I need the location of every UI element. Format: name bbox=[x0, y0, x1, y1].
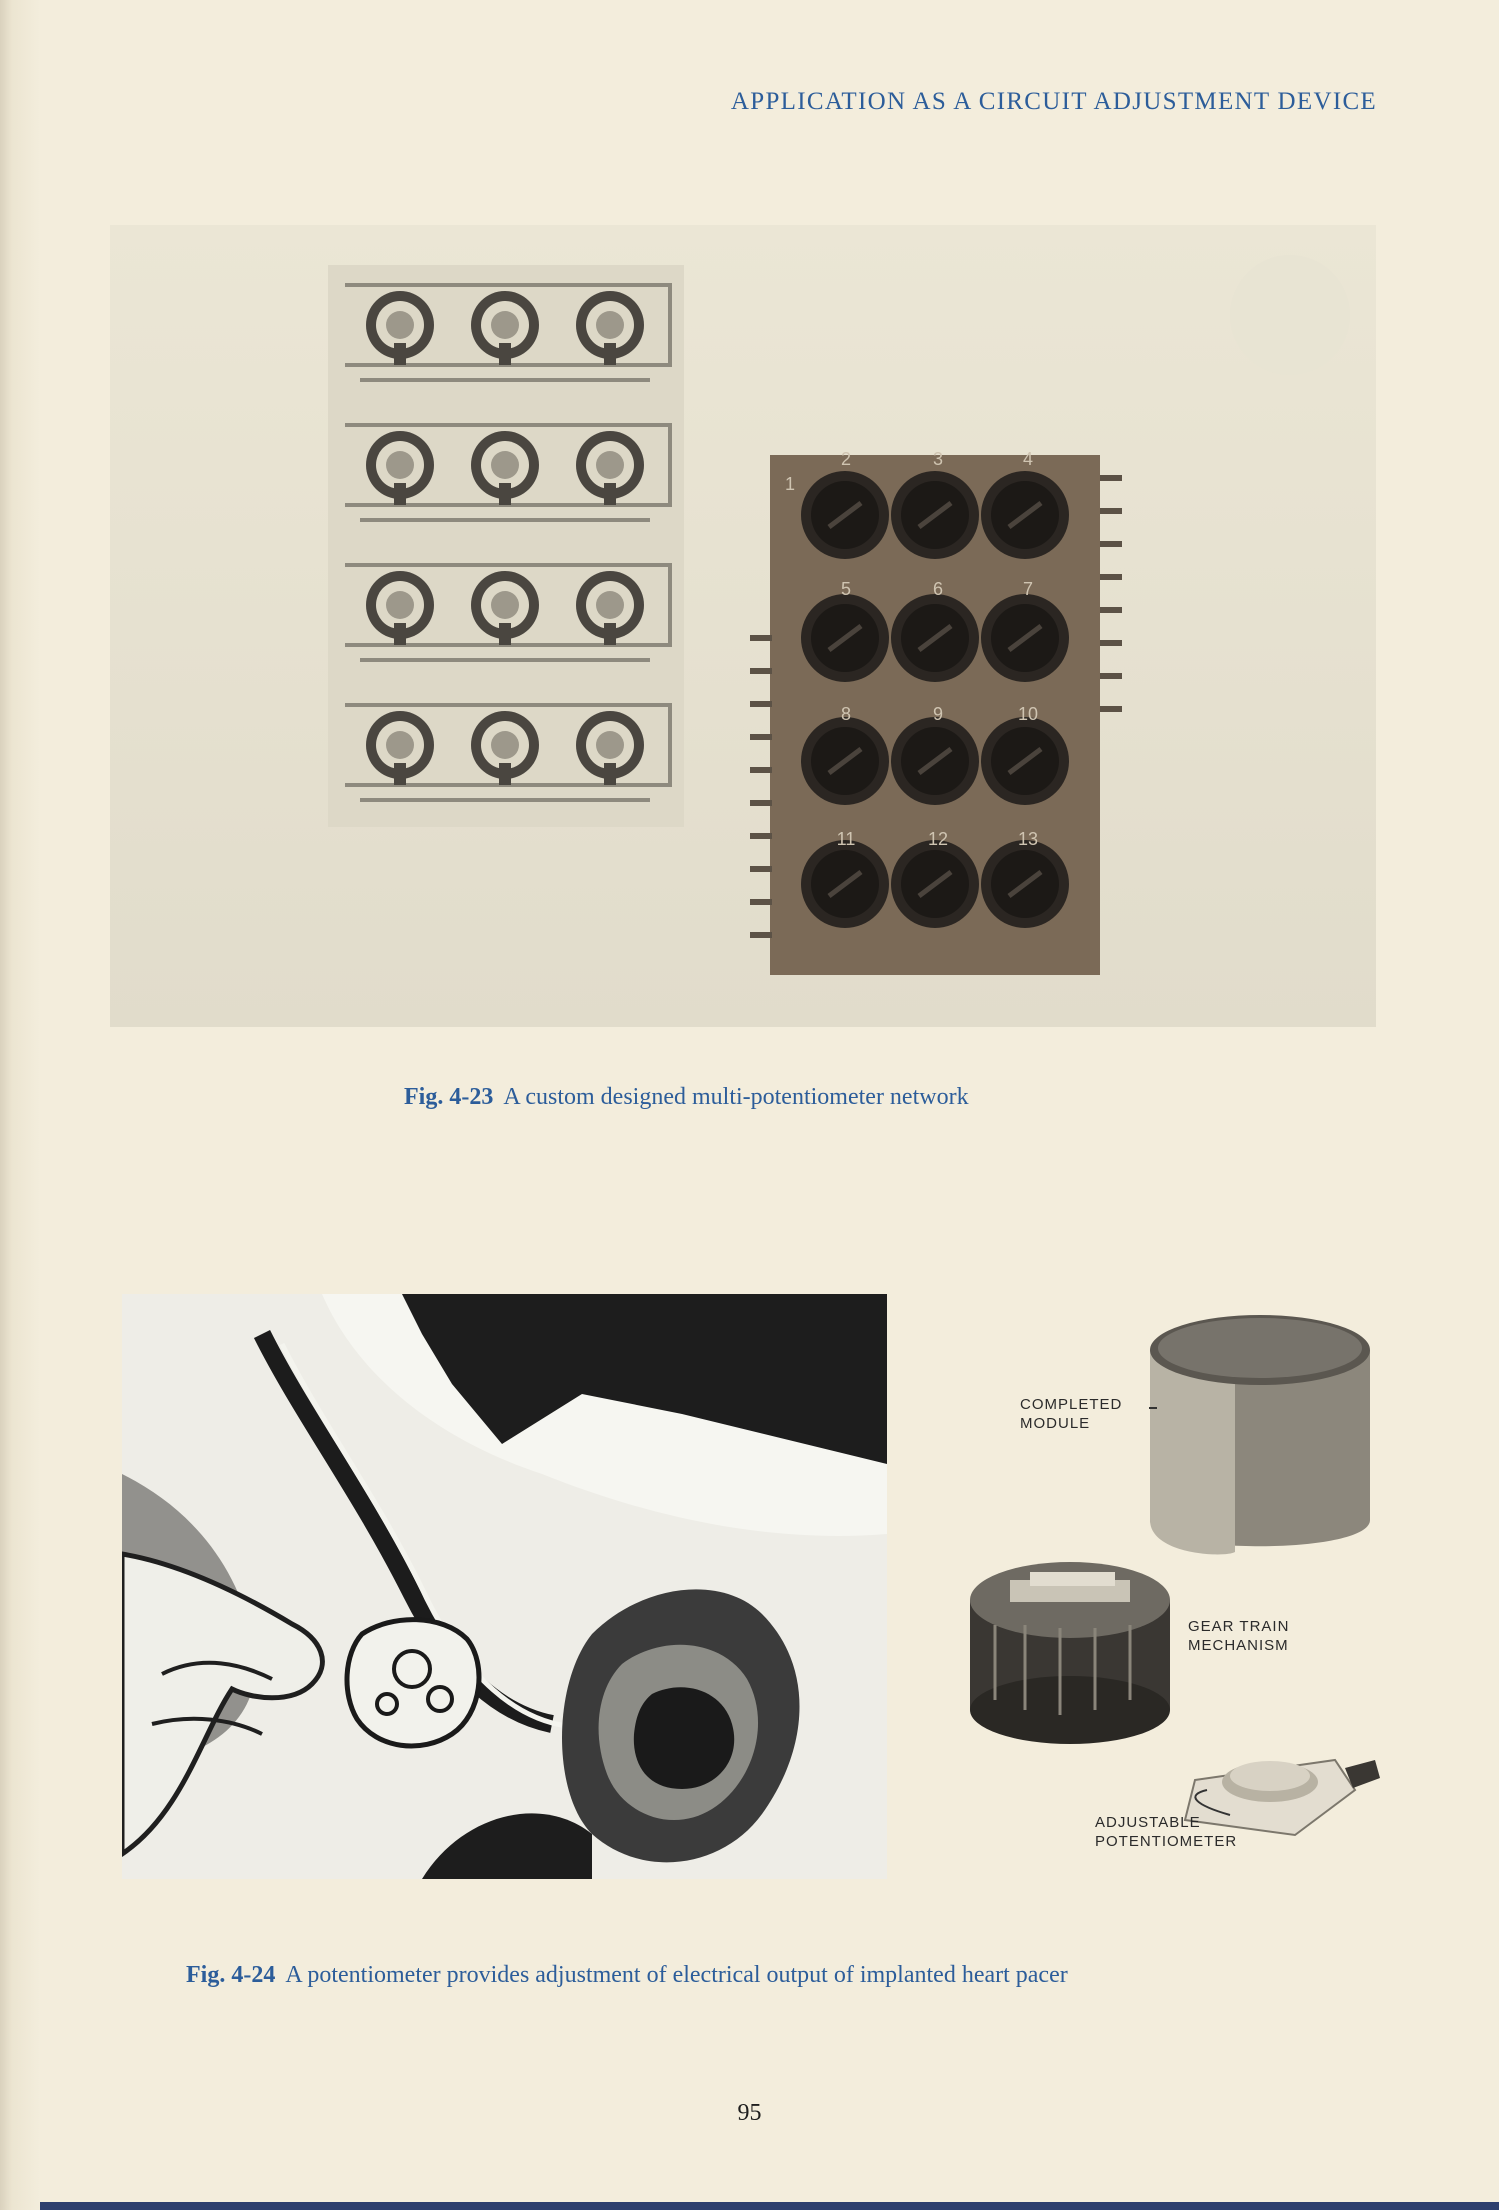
board-pin bbox=[750, 899, 772, 905]
trimmer-knob bbox=[981, 717, 1069, 805]
board-pin bbox=[750, 932, 772, 938]
page-number: 95 bbox=[737, 2100, 762, 2126]
running-head: APPLICATION AS A CIRCUIT ADJUSTMENT DEVICE bbox=[730, 88, 1377, 115]
board-pot-number: 4 bbox=[1022, 449, 1034, 469]
figure-4-23-caption-text: A custom designed multi-potentiometer network bbox=[503, 1084, 969, 1110]
board-pin bbox=[1100, 574, 1122, 580]
figure-4-23-number: Fig. 4-23 bbox=[404, 1084, 494, 1110]
board-pot-number: 9 bbox=[932, 704, 944, 724]
board-pot-number: 3 bbox=[932, 449, 944, 469]
gear-train-label-line-1: GEAR TRAIN bbox=[1188, 1618, 1290, 1635]
adjustable-potentiometer-label bbox=[1095, 1813, 1255, 1851]
adjustable-potentiometer-label-line-1: ADJUSTABLE bbox=[1095, 1814, 1201, 1831]
figure-4-23-photo bbox=[110, 225, 1376, 1027]
figure-4-23-caption bbox=[404, 1084, 969, 1111]
trimmer-knob bbox=[891, 717, 979, 805]
board-pin bbox=[750, 635, 772, 641]
board-pin bbox=[1100, 640, 1122, 646]
figure-4-24-parts bbox=[935, 1290, 1405, 1890]
trimmer-knob bbox=[801, 717, 889, 805]
board-pin bbox=[1100, 541, 1122, 547]
board-pin bbox=[750, 866, 772, 872]
multi-potentiometer-network-image bbox=[110, 225, 1376, 1027]
board-pot-number: 13 bbox=[1017, 829, 1039, 849]
trimmer-knob bbox=[981, 840, 1069, 928]
board-pot-number: 2 bbox=[840, 449, 852, 469]
etched-circuit-plate bbox=[328, 265, 684, 827]
adjustable-potentiometer-label-line-2: POTENTIOMETER bbox=[1095, 1833, 1238, 1850]
board-pin bbox=[750, 734, 772, 740]
board-pin bbox=[750, 668, 772, 674]
trimmer-knob bbox=[801, 594, 889, 682]
trimmer-knob bbox=[981, 471, 1069, 559]
implanted-heart-pacer-illustration bbox=[122, 1294, 887, 1879]
trimmer-knob bbox=[801, 840, 889, 928]
assembled-potentiometer-board bbox=[750, 449, 1122, 975]
board-pot-number: 10 bbox=[1017, 704, 1039, 724]
page-bottom-edge bbox=[40, 2202, 1499, 2210]
board-pot-number: 12 bbox=[927, 829, 949, 849]
board-pot-number: 7 bbox=[1022, 579, 1034, 599]
trimmer-knob bbox=[801, 471, 889, 559]
gear-train-label-line-2: MECHANISM bbox=[1188, 1637, 1289, 1654]
board-pin bbox=[1100, 475, 1122, 481]
trimmer-knob bbox=[891, 840, 979, 928]
trimmer-knob bbox=[891, 471, 979, 559]
figure-4-24-illustration bbox=[122, 1294, 887, 1879]
gear-train-label bbox=[1188, 1617, 1348, 1655]
trimmer-knob bbox=[891, 594, 979, 682]
gear-train-mechanism bbox=[970, 1562, 1170, 1744]
board-pot-number: 1 bbox=[784, 474, 796, 494]
board-pin bbox=[750, 833, 772, 839]
board-pot-number: 8 bbox=[840, 704, 852, 724]
figure-4-24-caption-text: A potentiometer provides adjustment of electrical output of implanted heart pacer bbox=[285, 1962, 1068, 1988]
pacer-components-image bbox=[935, 1290, 1405, 1890]
board-pot-number: 11 bbox=[836, 829, 856, 849]
figure-4-24-number: Fig. 4-24 bbox=[186, 1962, 276, 1988]
board-pin bbox=[1100, 673, 1122, 679]
board-pin bbox=[1100, 607, 1122, 613]
trimmer-knob bbox=[981, 594, 1069, 682]
completed-module-label-line-2: MODULE bbox=[1020, 1415, 1091, 1432]
board-pin bbox=[1100, 508, 1122, 514]
board-pin bbox=[750, 701, 772, 707]
board-pin bbox=[1100, 706, 1122, 712]
completed-module-label bbox=[1020, 1395, 1180, 1433]
figure-4-24-caption bbox=[186, 1962, 1068, 1989]
completed-module-label-line-1: COMPLETED bbox=[1020, 1396, 1123, 1413]
board-pin bbox=[750, 767, 772, 773]
board-pot-number: 5 bbox=[840, 579, 852, 599]
completed-module-can bbox=[1150, 1315, 1370, 1554]
board-pot-number: 6 bbox=[932, 579, 944, 599]
board-pin bbox=[750, 800, 772, 806]
